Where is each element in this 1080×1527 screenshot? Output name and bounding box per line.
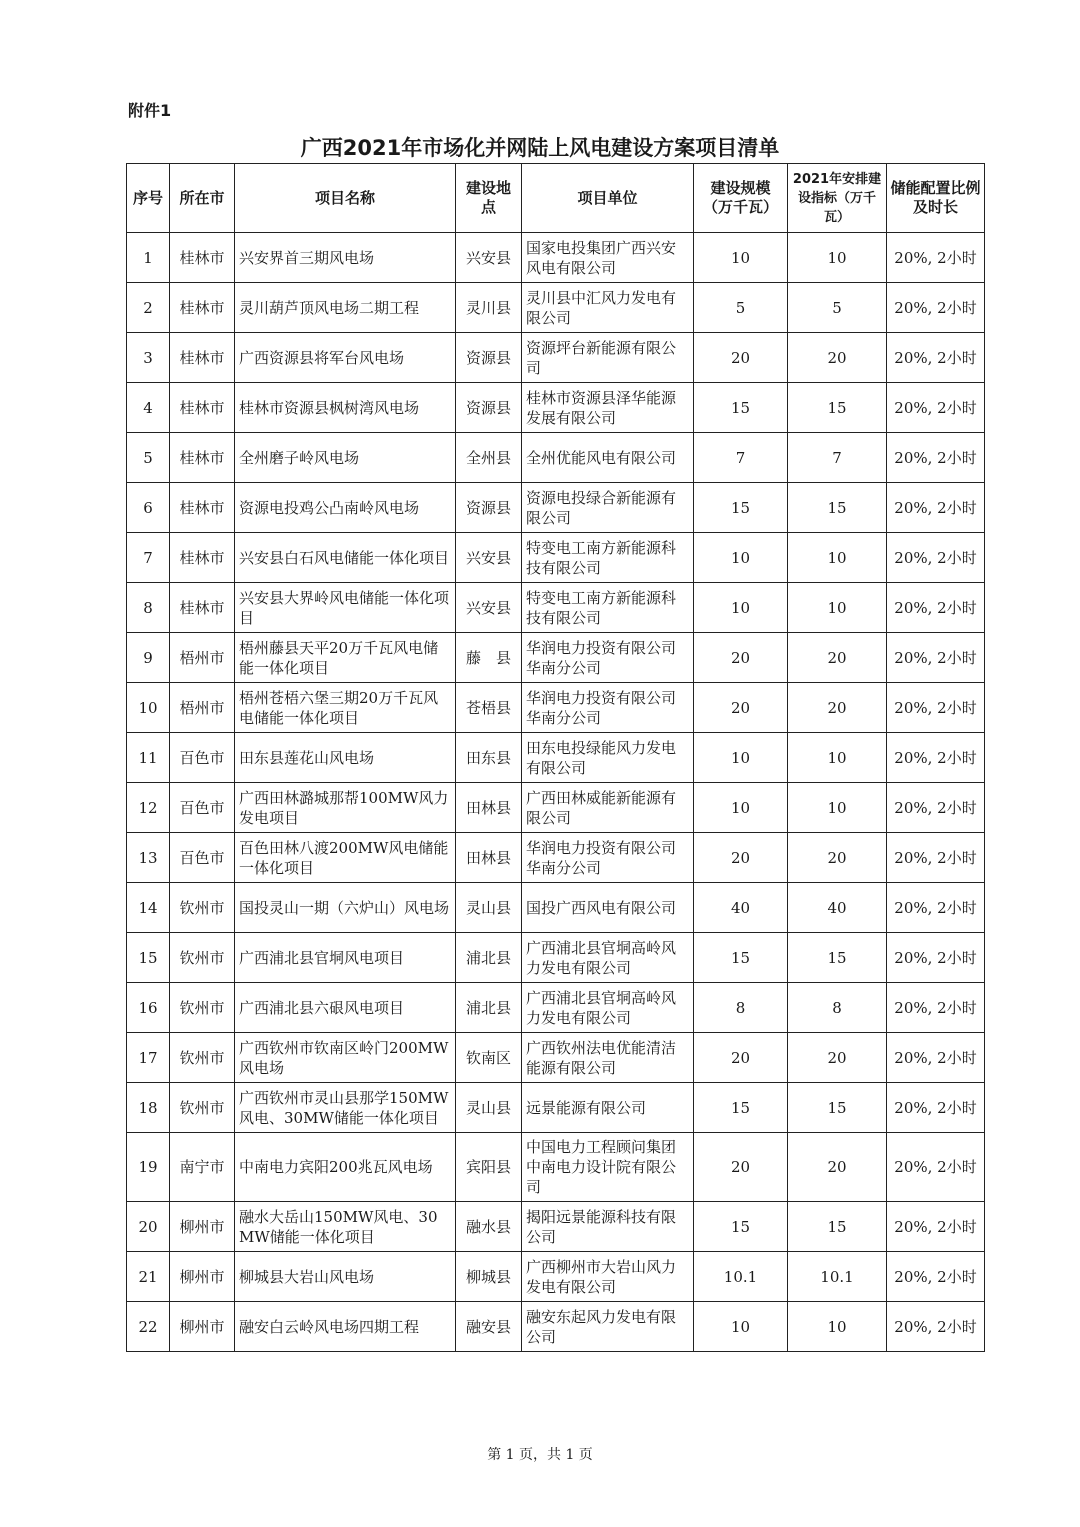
cell-seq: 22 <box>127 1302 170 1352</box>
cell-name: 梧州苍梧六堡三期20万千瓦风电储能一体化项目 <box>235 683 456 733</box>
cell-location: 钦南区 <box>456 1033 522 1083</box>
cell-unit: 广西钦州法电优能清洁能源有限公司 <box>522 1033 694 1083</box>
cell-name: 田东县莲花山风电场 <box>235 733 456 783</box>
cell-city: 桂林市 <box>170 233 235 283</box>
header-location: 建设地点 <box>456 164 522 233</box>
cell-seq: 1 <box>127 233 170 283</box>
cell-location: 田林县 <box>456 783 522 833</box>
cell-storage: 20%, 2小时 <box>887 983 985 1033</box>
cell-storage: 20%, 2小时 <box>887 933 985 983</box>
cell-city: 梧州市 <box>170 683 235 733</box>
cell-unit: 广西浦北县官垌高岭风力发电有限公司 <box>522 983 694 1033</box>
cell-storage: 20%, 2小时 <box>887 583 985 633</box>
cell-storage: 20%, 2小时 <box>887 633 985 683</box>
cell-location: 田东县 <box>456 733 522 783</box>
cell-unit: 全州优能风电有限公司 <box>522 433 694 483</box>
page-title: 广西2021年市场化并网陆上风电建设方案项目清单 <box>300 136 780 160</box>
cell-seq: 4 <box>127 383 170 433</box>
cell-location: 灵山县 <box>456 1083 522 1133</box>
cell-unit: 华润电力投资有限公司华南分公司 <box>522 683 694 733</box>
cell-storage: 20%, 2小时 <box>887 233 985 283</box>
cell-location: 全州县 <box>456 433 522 483</box>
cell-name: 融安白云岭风电场四期工程 <box>235 1302 456 1352</box>
cell-target: 20 <box>788 333 887 383</box>
cell-location: 资源县 <box>456 383 522 433</box>
cell-storage: 20%, 2小时 <box>887 783 985 833</box>
cell-name: 资源电投鸡公凸南岭风电场 <box>235 483 456 533</box>
cell-scale: 10 <box>694 233 788 283</box>
cell-name: 梧州藤县天平20万千瓦风电储能一体化项目 <box>235 633 456 683</box>
cell-location: 资源县 <box>456 483 522 533</box>
cell-seq: 16 <box>127 983 170 1033</box>
cell-location: 宾阳县 <box>456 1133 522 1202</box>
table-row <box>127 1252 985 1302</box>
cell-location: 田林县 <box>456 833 522 883</box>
table-row <box>127 483 985 533</box>
cell-city: 桂林市 <box>170 533 235 583</box>
cell-unit: 特变电工南方新能源科技有限公司 <box>522 533 694 583</box>
table-row <box>127 233 985 283</box>
cell-seq: 2 <box>127 283 170 333</box>
cell-unit: 田东电投绿能风力发电有限公司 <box>522 733 694 783</box>
header-row <box>127 164 985 233</box>
cell-target: 20 <box>788 1133 887 1202</box>
cell-unit: 特变电工南方新能源科技有限公司 <box>522 583 694 633</box>
header-scale: 建设规模（万千瓦） <box>694 164 788 233</box>
cell-storage: 20%, 2小时 <box>887 1133 985 1202</box>
cell-name: 融水大岳山150MW风电、30MW储能一体化项目 <box>235 1202 456 1252</box>
cell-city: 桂林市 <box>170 333 235 383</box>
cell-seq: 7 <box>127 533 170 583</box>
cell-storage: 20%, 2小时 <box>887 433 985 483</box>
cell-city: 柳州市 <box>170 1202 235 1252</box>
cell-target: 10 <box>788 733 887 783</box>
table-row <box>127 333 985 383</box>
cell-city: 桂林市 <box>170 383 235 433</box>
table-row <box>127 833 985 883</box>
cell-city: 南宁市 <box>170 1133 235 1202</box>
cell-scale: 10 <box>694 783 788 833</box>
cell-unit: 资源坪台新能源有限公司 <box>522 333 694 383</box>
cell-storage: 20%, 2小时 <box>887 683 985 733</box>
cell-scale: 15 <box>694 1083 788 1133</box>
cell-location: 浦北县 <box>456 933 522 983</box>
cell-city: 百色市 <box>170 833 235 883</box>
cell-name: 广西浦北县官垌风电项目 <box>235 933 456 983</box>
cell-storage: 20%, 2小时 <box>887 1302 985 1352</box>
cell-target: 20 <box>788 633 887 683</box>
cell-location: 兴安县 <box>456 583 522 633</box>
cell-scale: 20 <box>694 1033 788 1083</box>
cell-scale: 15 <box>694 1202 788 1252</box>
header-seq: 序号 <box>127 164 170 233</box>
cell-seq: 17 <box>127 1033 170 1083</box>
cell-seq: 6 <box>127 483 170 533</box>
cell-scale: 10 <box>694 1302 788 1352</box>
cell-target: 10 <box>788 233 887 283</box>
cell-storage: 20%, 2小时 <box>887 733 985 783</box>
cell-location: 柳城县 <box>456 1252 522 1302</box>
cell-target: 15 <box>788 1202 887 1252</box>
cell-unit: 灵川县中汇风力发电有限公司 <box>522 283 694 333</box>
cell-unit: 揭阳远景能源科技有限公司 <box>522 1202 694 1252</box>
cell-city: 柳州市 <box>170 1252 235 1302</box>
cell-scale: 10 <box>694 583 788 633</box>
cell-target: 15 <box>788 483 887 533</box>
cell-seq: 8 <box>127 583 170 633</box>
cell-unit: 华润电力投资有限公司华南分公司 <box>522 833 694 883</box>
cell-location: 灵川县 <box>456 283 522 333</box>
cell-city: 桂林市 <box>170 483 235 533</box>
cell-name: 桂林市资源县枫树湾风电场 <box>235 383 456 433</box>
cell-location: 兴安县 <box>456 533 522 583</box>
table-row <box>127 883 985 933</box>
cell-target: 10 <box>788 1302 887 1352</box>
cell-city: 桂林市 <box>170 583 235 633</box>
table-row <box>127 283 985 333</box>
cell-name: 百色田林八渡200MW风电储能一体化项目 <box>235 833 456 883</box>
cell-scale: 40 <box>694 883 788 933</box>
cell-unit: 资源电投绿合新能源有限公司 <box>522 483 694 533</box>
cell-city: 梧州市 <box>170 633 235 683</box>
cell-scale: 20 <box>694 633 788 683</box>
cell-unit: 中国电力工程顾问集团中南电力设计院有限公司 <box>522 1133 694 1202</box>
cell-location: 浦北县 <box>456 983 522 1033</box>
cell-seq: 18 <box>127 1083 170 1133</box>
table-row <box>127 1083 985 1133</box>
cell-name: 广西田林潞城那帮100MW风力发电项目 <box>235 783 456 833</box>
cell-storage: 20%, 2小时 <box>887 1202 985 1252</box>
cell-scale: 20 <box>694 833 788 883</box>
cell-target: 20 <box>788 1033 887 1083</box>
cell-unit: 华润电力投资有限公司华南分公司 <box>522 633 694 683</box>
table-row <box>127 1133 985 1202</box>
cell-seq: 21 <box>127 1252 170 1302</box>
cell-name: 广西钦州市钦南区岭门200MW风电场 <box>235 1033 456 1083</box>
cell-scale: 20 <box>694 1133 788 1202</box>
cell-name: 国投灵山一期（六炉山）风电场 <box>235 883 456 933</box>
cell-target: 10 <box>788 583 887 633</box>
cell-storage: 20%, 2小时 <box>887 883 985 933</box>
cell-scale: 20 <box>694 333 788 383</box>
table-row <box>127 533 985 583</box>
cell-target: 10 <box>788 533 887 583</box>
cell-target: 15 <box>788 933 887 983</box>
cell-scale: 15 <box>694 933 788 983</box>
cell-target: 15 <box>788 1083 887 1133</box>
table-row <box>127 1302 985 1352</box>
cell-seq: 19 <box>127 1133 170 1202</box>
attachment-label: 附件1 <box>128 101 172 120</box>
cell-storage: 20%, 2小时 <box>887 383 985 433</box>
cell-scale: 5 <box>694 283 788 333</box>
table-row <box>127 583 985 633</box>
table-row <box>127 983 985 1033</box>
cell-city: 桂林市 <box>170 283 235 333</box>
cell-location: 灵山县 <box>456 883 522 933</box>
cell-target: 8 <box>788 983 887 1033</box>
cell-seq: 11 <box>127 733 170 783</box>
cell-city: 百色市 <box>170 783 235 833</box>
cell-city: 柳州市 <box>170 1302 235 1352</box>
cell-scale: 10 <box>694 733 788 783</box>
cell-unit: 广西浦北县官垌高岭风力发电有限公司 <box>522 933 694 983</box>
cell-city: 钦州市 <box>170 883 235 933</box>
header-city: 所在市 <box>170 164 235 233</box>
table-row <box>127 383 985 433</box>
cell-target: 20 <box>788 833 887 883</box>
cell-target: 15 <box>788 383 887 433</box>
cell-target: 10.1 <box>788 1252 887 1302</box>
header-storage: 储能配置比例及时长 <box>887 164 985 233</box>
cell-scale: 15 <box>694 383 788 433</box>
cell-unit: 国家电投集团广西兴安风电有限公司 <box>522 233 694 283</box>
cell-target: 20 <box>788 683 887 733</box>
cell-city: 百色市 <box>170 733 235 783</box>
cell-city: 桂林市 <box>170 433 235 483</box>
table-row <box>127 1202 985 1252</box>
cell-name: 中南电力宾阳200兆瓦风电场 <box>235 1133 456 1202</box>
cell-name: 兴安县白石风电储能一体化项目 <box>235 533 456 583</box>
cell-unit: 融安东起风力发电有限公司 <box>522 1302 694 1352</box>
cell-name: 广西钦州市灵山县那学150MW风电、30MW储能一体化项目 <box>235 1083 456 1133</box>
cell-location: 苍梧县 <box>456 683 522 733</box>
cell-location: 融安县 <box>456 1302 522 1352</box>
cell-seq: 20 <box>127 1202 170 1252</box>
cell-storage: 20%, 2小时 <box>887 283 985 333</box>
table-row <box>127 633 985 683</box>
cell-name: 兴安界首三期风电场 <box>235 233 456 283</box>
cell-seq: 5 <box>127 433 170 483</box>
cell-scale: 20 <box>694 683 788 733</box>
cell-seq: 14 <box>127 883 170 933</box>
cell-city: 钦州市 <box>170 933 235 983</box>
cell-location: 藤 县 <box>456 633 522 683</box>
cell-storage: 20%, 2小时 <box>887 833 985 883</box>
cell-name: 柳城县大岩山风电场 <box>235 1252 456 1302</box>
cell-city: 钦州市 <box>170 1033 235 1083</box>
cell-name: 广西浦北县六硍风电项目 <box>235 983 456 1033</box>
cell-scale: 10 <box>694 533 788 583</box>
cell-name: 灵川葫芦顶风电场二期工程 <box>235 283 456 333</box>
table-row <box>127 1033 985 1083</box>
cell-seq: 3 <box>127 333 170 383</box>
table-row <box>127 683 985 733</box>
project-table <box>126 163 985 1352</box>
cell-seq: 13 <box>127 833 170 883</box>
cell-scale: 8 <box>694 983 788 1033</box>
cell-unit: 桂林市资源县泽华能源发展有限公司 <box>522 383 694 433</box>
table-row <box>127 933 985 983</box>
table-row <box>127 433 985 483</box>
cell-seq: 10 <box>127 683 170 733</box>
header-unit: 项目单位 <box>522 164 694 233</box>
table-row <box>127 783 985 833</box>
cell-unit: 远景能源有限公司 <box>522 1083 694 1133</box>
cell-storage: 20%, 2小时 <box>887 1252 985 1302</box>
page-footer: 第 1 页，共 1 页 <box>487 1447 593 1463</box>
cell-city: 钦州市 <box>170 983 235 1033</box>
cell-storage: 20%, 2小时 <box>887 533 985 583</box>
header-target: 2021年安排建设指标（万千瓦） <box>788 164 887 233</box>
cell-storage: 20%, 2小时 <box>887 333 985 383</box>
cell-target: 7 <box>788 433 887 483</box>
cell-scale: 7 <box>694 433 788 483</box>
cell-city: 钦州市 <box>170 1083 235 1133</box>
cell-target: 40 <box>788 883 887 933</box>
cell-storage: 20%, 2小时 <box>887 1083 985 1133</box>
cell-name: 全州磨子岭风电场 <box>235 433 456 483</box>
cell-seq: 15 <box>127 933 170 983</box>
cell-target: 10 <box>788 783 887 833</box>
cell-unit: 广西田林威能新能源有限公司 <box>522 783 694 833</box>
table-row <box>127 733 985 783</box>
cell-location: 融水县 <box>456 1202 522 1252</box>
cell-scale: 10.1 <box>694 1252 788 1302</box>
cell-name: 广西资源县将军台风电场 <box>235 333 456 383</box>
cell-seq: 12 <box>127 783 170 833</box>
cell-target: 5 <box>788 283 887 333</box>
cell-seq: 9 <box>127 633 170 683</box>
header-name: 项目名称 <box>235 164 456 233</box>
cell-storage: 20%, 2小时 <box>887 483 985 533</box>
cell-storage: 20%, 2小时 <box>887 1033 985 1083</box>
cell-scale: 15 <box>694 483 788 533</box>
cell-unit: 国投广西风电有限公司 <box>522 883 694 933</box>
cell-location: 兴安县 <box>456 233 522 283</box>
cell-location: 资源县 <box>456 333 522 383</box>
cell-unit: 广西柳州市大岩山风力发电有限公司 <box>522 1252 694 1302</box>
cell-name: 兴安县大界岭风电储能一体化项目 <box>235 583 456 633</box>
